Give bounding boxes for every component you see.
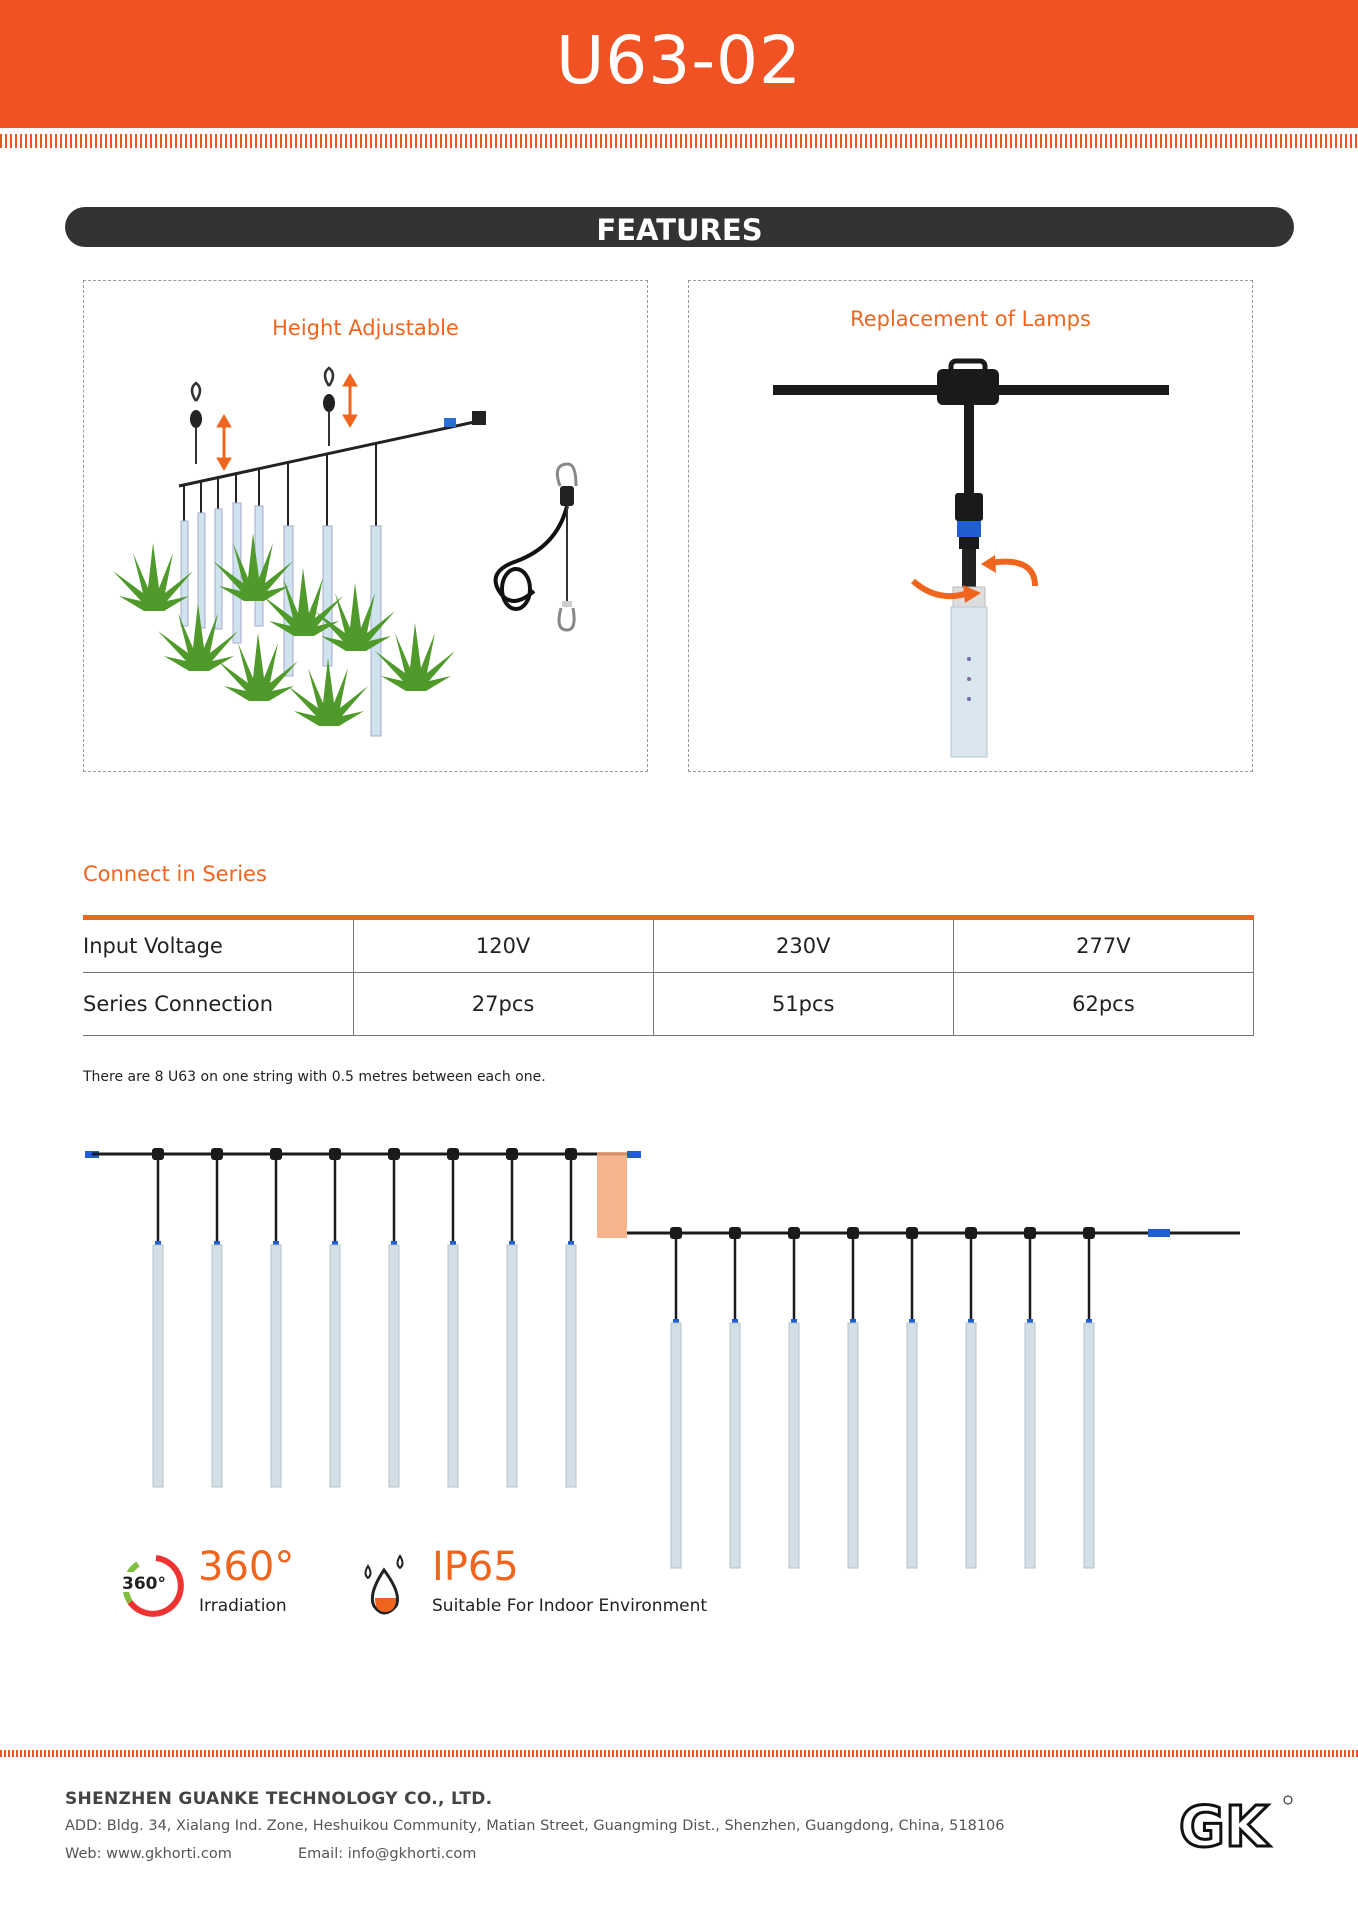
arrow-up-down-icon [217,374,357,470]
lamp-tube [1025,1323,1035,1568]
lamp-tube [212,1245,222,1487]
lamp-unit [506,1148,518,1487]
lamp-unit [1024,1227,1036,1568]
lamp-tube [1084,1323,1094,1568]
company-website: Web: www.gkhorti.com [65,1846,232,1862]
table-row [83,918,1254,973]
lamp-tube [153,1245,163,1487]
ip-value: IP65 [432,1544,519,1590]
link-highlight [597,1152,627,1238]
lamp-tube [507,1245,517,1487]
series-connection-diagram [0,1125,1358,1585]
end-connector [1148,1229,1170,1237]
feature-panel-height-adjustable [83,280,648,772]
table-cell: 27pcs [353,973,653,1036]
lamp-tube [789,1323,799,1568]
lamp-unit [211,1148,223,1487]
header-banner [0,0,1358,128]
lamp-unit [388,1148,400,1487]
lamp-tube [671,1323,681,1568]
series-note: There are 8 U63 on one string with 0.5 metres between each one. [83,1069,546,1085]
lamp-tube [848,1323,858,1568]
rope-ratchet-icon [496,464,576,630]
lamp-unit [847,1227,859,1568]
decorative-tick-strip [0,1750,1358,1757]
connector-blue [444,418,456,427]
lamp-tube [330,1245,340,1487]
water-drop-icon [360,1550,420,1620]
lamp-string-2 [627,1227,1240,1568]
table-cell: 62pcs [953,973,1253,1036]
lamp-tube [951,607,987,757]
lamp-unit [152,1148,164,1487]
ip-caption: Suitable For Indoor Environment [432,1596,708,1616]
irradiation-caption: Irradiation [199,1596,287,1616]
hanger-left [190,383,202,464]
table-cell: 120V [353,918,653,973]
decorative-tick-strip [0,134,1358,148]
table-cell: 277V [953,918,1253,973]
features-heading: FEATURES [596,213,763,247]
lamp-unit [670,1227,682,1568]
lamp-tube [966,1323,976,1568]
lamp-unit [1083,1227,1095,1568]
lamp-unit [565,1148,577,1487]
lamp-tube [448,1245,458,1487]
lamp-unit [329,1148,341,1487]
page-title: U63-02 [555,22,803,99]
feature-panel-replacement-of-lamps [688,280,1253,772]
irradiation-value: 360° [198,1544,295,1590]
connector-blue [957,521,981,537]
hanger-right [323,368,335,446]
lamp-tube [730,1323,740,1568]
lamp-string-1 [85,1148,641,1487]
connector [472,411,486,425]
lamp-unit [270,1148,282,1487]
lamp-tube [907,1323,917,1568]
gk-logo [1175,1788,1295,1858]
panel-title-height-adjustable: Height Adjustable [272,316,459,340]
lamp-unit [729,1227,741,1568]
lamp-unit [906,1227,918,1568]
height-adjustable-illustration [84,281,649,773]
lamp-unit [788,1227,800,1568]
irradiation-360-icon [118,1550,188,1620]
lamp-tube [566,1245,576,1487]
replacement-of-lamps-illustration [689,281,1254,773]
lamp-unit [965,1227,977,1568]
end-connector [627,1151,641,1158]
company-name: SHENZHEN GUANKE TECHNOLOGY CO., LTD. [65,1789,493,1809]
series-spec-table [83,915,1254,1036]
icon-360-text: 360° [122,1574,166,1594]
series-heading: Connect in Series [83,862,267,886]
row-label: Series Connection [83,973,353,1036]
features-bar [65,207,1294,247]
gk-logo-text: GK [1179,1795,1269,1858]
table-cell: 51pcs [653,973,953,1036]
lamp-tube [389,1245,399,1487]
table-cell: 230V [653,918,953,973]
lamp-tube [271,1245,281,1487]
lamp-unit [447,1148,459,1487]
company-email: Email: info@gkhorti.com [298,1846,477,1862]
company-address: ADD: Bldg. 34, Xialang Ind. Zone, Heshuikou Community, Matian Street, Guangming Dist., Shenzhen, Guangdong, China, 518106 [65,1818,1005,1834]
row-label: Input Voltage [83,918,353,973]
table-row [83,973,1254,1036]
panel-title-replacement-of-lamps: Replacement of Lamps [850,307,1091,331]
